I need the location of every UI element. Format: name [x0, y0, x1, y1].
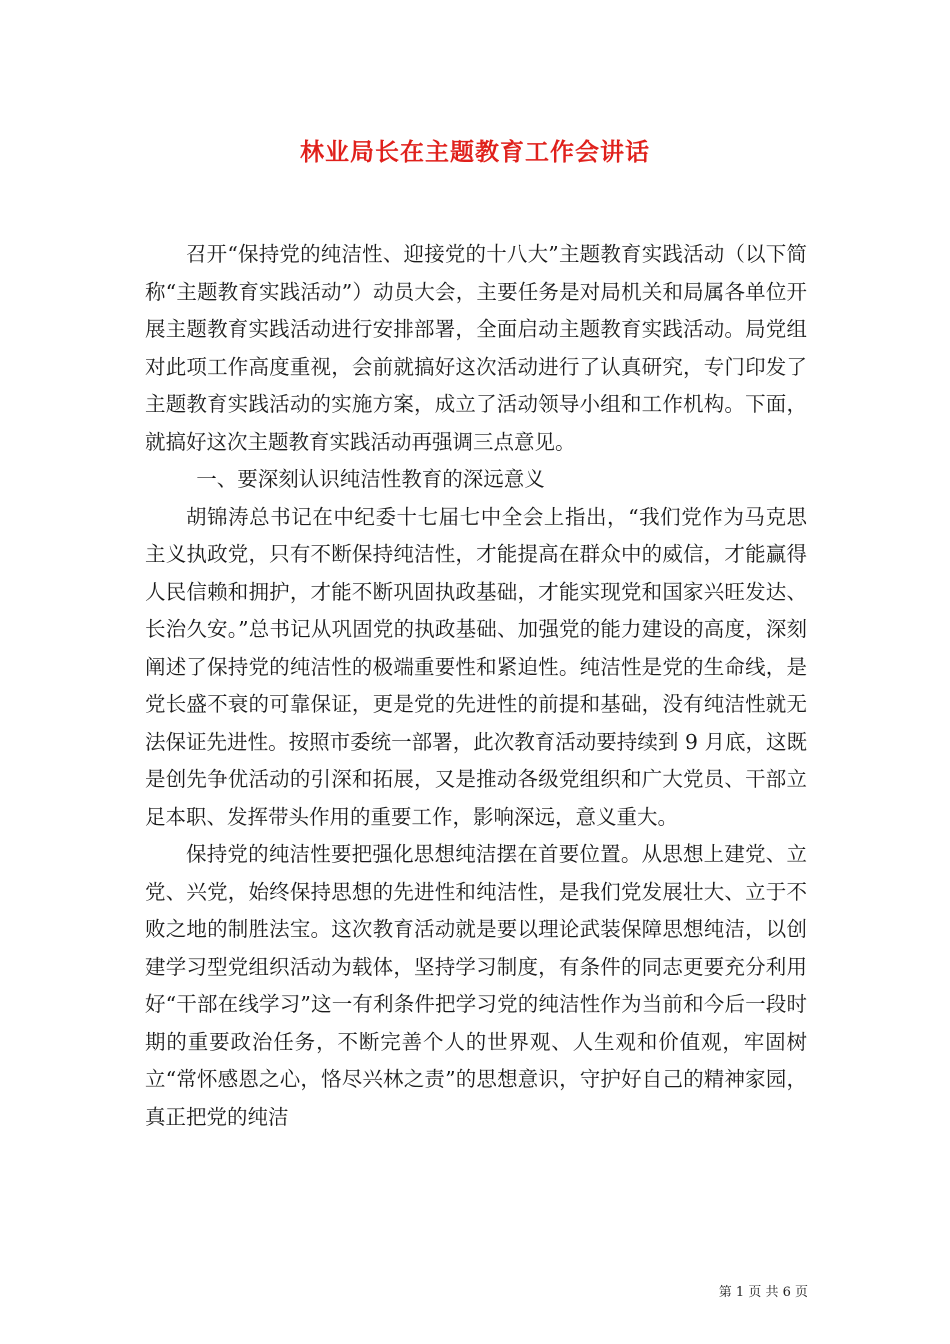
paragraph-section-1a: 胡锦涛总书记在中纪委十七届七中全会上指出，“我们党作为马克思主义执政党，只有不断保持纯洁性，才能提高在群众中的威信，才能赢得人民信赖和拥护，才能不断巩固执政基础，才能实现党和国家兴旺发达、长治久安。”总书记从巩固党的执政基础、加强党的能力建设的高度，深刻阐述了保持党的纯洁性的极端重要性和紧迫性。纯洁性是党的生命线，是党长盛不衰的可靠保证，更是党的先进性的前提和基础，没有纯洁性就无法保证先进性。按照市委统一部署，此次教育活动要持续到 9 月底，这既是创先争优活动的引深和拓展，又是推动各级党组织和广大党员、干部立足本职、发挥带头作用的重要工作，影响深远，意义重大。: [145, 504, 807, 829]
paragraph-intro: 召开“保持党的纯洁性、迎接党的十八大”主题教育实践活动（以下简称“主题教育实践活动”）动员大会，主要任务是对局机关和局属各单位开展主题教育实践活动进行安排部署，全面启动主题教育实践活动。局党组对此项工作高度重视，会前就搞好这次活动进行了认真研究，专门印发了主题教育实践活动的实施方案，成立了活动领导小组和工作机构。下面，就搞好这次主题教育实践活动再强调三点意见。: [145, 242, 807, 454]
page-number: 第 1 页 共 6 页: [718, 1285, 808, 1300]
section-heading-1: 一、要深刻认识纯洁性教育的深远意义: [196, 467, 545, 491]
document-body: [145, 236, 807, 1136]
paragraph-section-1b: 保持党的纯洁性要把强化思想纯洁摆在首要位置。从思想上建党、立党、兴党，始终保持思想的先进性和纯洁性，是我们党发展壮大、立于不败之地的制胜法宝。这次教育活动就是要以理论武装保障思想纯洁，以创建学习型党组织活动为载体，坚持学习制度，有条件的同志更要充分利用好“干部在线学习”这一有利条件把学习党的纯洁性作为当前和今后一段时期的重要政治任务，不断完善个人的世界观、人生观和价值观，牢固树立“常怀感恩之心，恪尽兴林之责”的思想意识，守护好自己的精神家园，真正把党的纯洁: [145, 842, 807, 1129]
document-title: 林业局长在主题教育工作会讲话: [300, 137, 650, 166]
